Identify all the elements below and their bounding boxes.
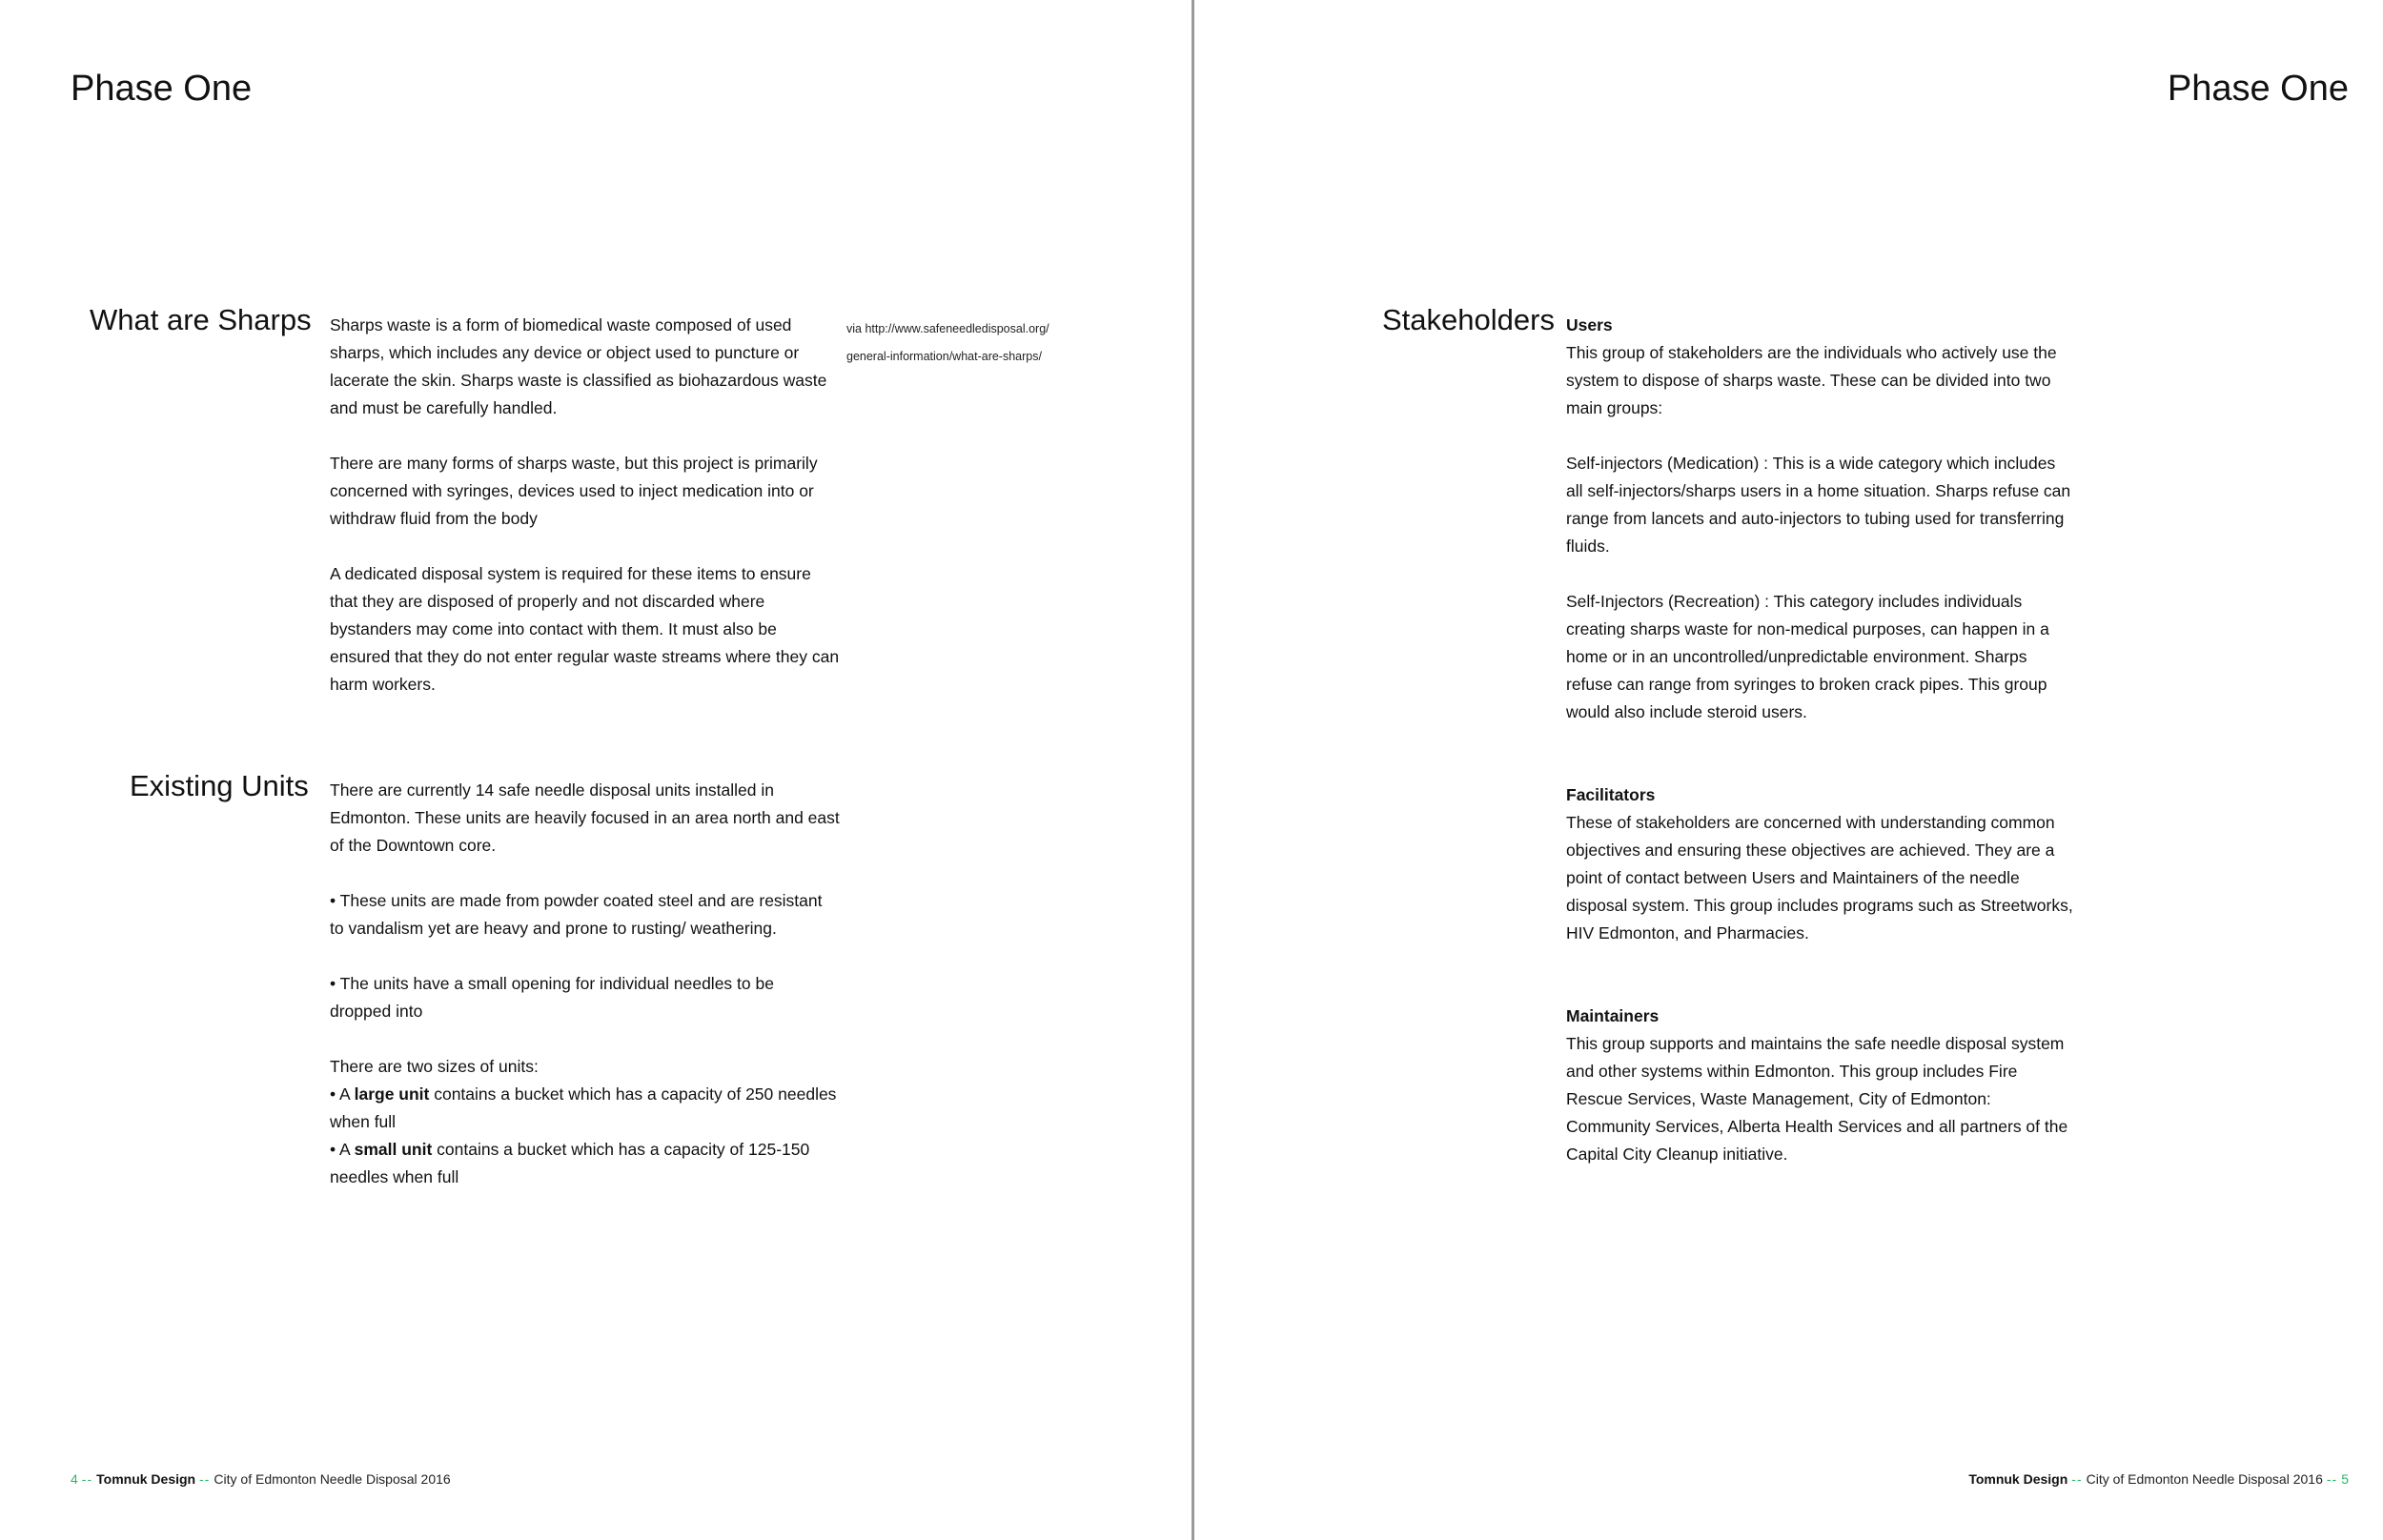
existing-units-body: [330, 777, 840, 1191]
footer-brand: Tomnuk Design: [1968, 1471, 2068, 1487]
what-are-sharps-body: [330, 312, 840, 699]
footer-publication: City of Edmonton Needle Disposal 2016: [214, 1471, 451, 1487]
page-footer: [71, 1471, 451, 1487]
section-heading-existing-units: Existing Units: [130, 769, 309, 802]
footer-brand: Tomnuk Design: [96, 1471, 196, 1487]
paragraph: Sharps waste is a form of biomedical waste composed of used sharps, which includes any device or object used to puncture or lacerate the skin. Sharps waste is classified as biohazardous waste and must be carefully handled.: [330, 315, 827, 417]
paragraph: A dedicated disposal system is required for these items to ensure that they are disposed of properly and not discarded where bystanders may come into contact with them. It must also be ensured that they do not enter regular waste streams where they can harm workers.: [330, 564, 840, 694]
bullet-paragraph: • These units are made from powder coated steel and are resistant to vandalism yet are heavy and prone to rusting/ weathering.: [330, 891, 823, 938]
footer-separator: --: [2326, 1471, 2338, 1487]
large-unit-term: large unit: [354, 1084, 430, 1104]
stakeholders-body: [1566, 312, 2076, 1168]
large-unit-bullet: • A large unit contains a bucket which has a capacity of 250 needles when full: [330, 1084, 837, 1131]
paragraph: This group of stakeholders are the individuals who actively use the system to dispose of sharps waste. These can be divided into two main groups:: [1566, 343, 2057, 417]
paragraph: There are currently 14 safe needle disposal units installed in Edmonton. These units are heavily focused in an area north and east of the Downtown core.: [330, 780, 840, 855]
source-line: via http://www.safeneedledisposal.org/: [846, 322, 1049, 335]
page-title: Phase One: [71, 69, 253, 109]
small-unit-bullet: • A small unit contains a bucket which has a capacity of 125-150 needles when full: [330, 1140, 810, 1186]
page-title: Phase One: [2167, 69, 2349, 109]
sizes-intro: There are two sizes of units:: [330, 1057, 539, 1076]
footer-separator: --: [199, 1471, 211, 1487]
page-number: 4: [71, 1471, 78, 1487]
footer-separator: --: [81, 1471, 93, 1487]
source-line: general-information/what-are-sharps/: [846, 350, 1042, 363]
paragraph: This group supports and maintains the safe needle disposal system and other systems within Edmonton. This group includes Fire Rescue Services, Waste Management, City of Edmonton: Community Services, Alberta Health Services and all partners of the Capital City Cleanup initiative.: [1566, 1034, 2068, 1164]
paragraph: Self-injectors (Medication) : This is a wide category which includes all self-injectors/sharps users in a home situation. Sharps refuse can range from lancets and auto-injectors to tubing used for transferring fluids.: [1566, 454, 2071, 556]
subheading-users: Users: [1566, 315, 1613, 334]
page-footer: [1968, 1471, 2349, 1487]
footer-publication: City of Edmonton Needle Disposal 2016: [2086, 1471, 2323, 1487]
subheading-facilitators: Facilitators: [1566, 785, 1656, 804]
bullet-paragraph: • The units have a small opening for individual needles to be dropped into: [330, 974, 774, 1021]
page-number: 5: [2341, 1471, 2349, 1487]
right-page: [1194, 0, 2383, 1540]
small-unit-term: small unit: [354, 1140, 433, 1159]
source-citation: [846, 315, 1075, 371]
paragraph: These of stakeholders are concerned with understanding common objectives and ensuring these objectives are achieved. They are a point of contact between Users and Maintainers of the needle disposal system. This group includes programs such as Streetworks, HIV Edmonton, and Pharmacies.: [1566, 813, 2073, 942]
subheading-maintainers: Maintainers: [1566, 1006, 1660, 1025]
paragraph: Self-Injectors (Recreation) : This category includes individuals creating sharps waste for non-medical purposes, can happen in a home or in an uncontrolled/unpredictable environment. Sharps refuse can range from syringes to broken crack pipes. This group would also include steroid users.: [1566, 592, 2049, 721]
footer-separator: --: [2071, 1471, 2083, 1487]
section-heading-what-are-sharps: What are Sharps: [90, 303, 312, 336]
section-heading-stakeholders: Stakeholders: [1382, 303, 1555, 336]
paragraph: There are many forms of sharps waste, but this project is primarily concerned with syringes, devices used to inject medication into or withdraw fluid from the body: [330, 454, 818, 528]
